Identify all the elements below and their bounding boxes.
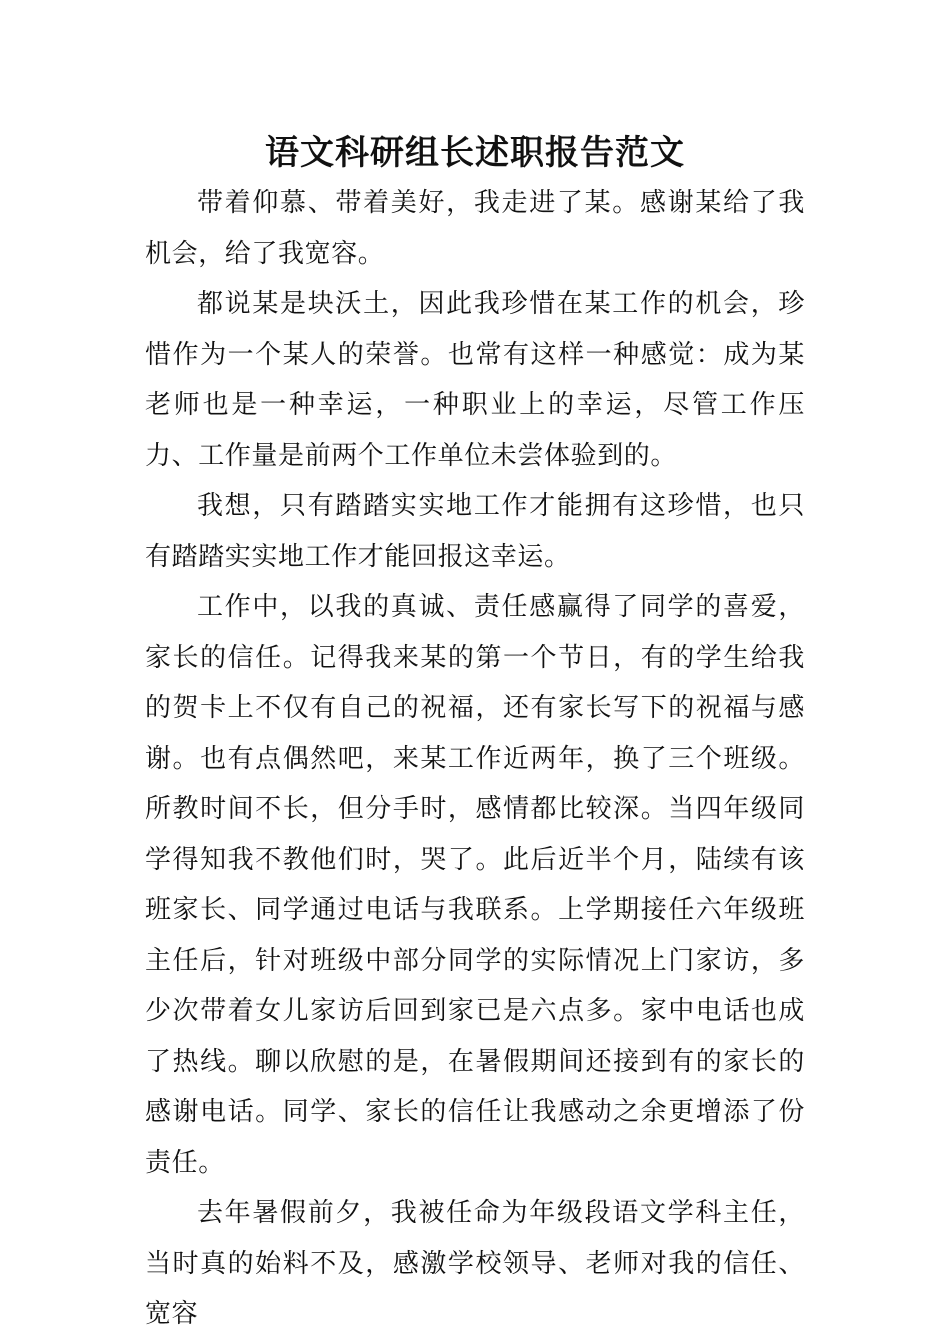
paragraph-3: 我想，只有踏踏实实地工作才能拥有这珍惜，也只有踏踏实实地工作才能回报这幸运。 (145, 491, 805, 572)
document-body (145, 128, 805, 1340)
paragraph-2: 都说某是块沃土，因此我珍惜在某工作的机会，珍惜作为一个某人的荣誉。也常有这样一种感觉：成为某老师也是一种幸运，一种职业上的幸运，尽管工作压力、工作量是前两个工作单位未尝体验到的。 (145, 289, 805, 471)
paragraph-5: 去年暑假前夕，我被任命为年级段语文学科主任，当时真的始料不及，感激学校领导、老师对我的信任、宽容 (145, 1198, 805, 1329)
paragraph-4: 工作中，以我的真诚、责任感赢得了同学的喜爱，家长的信任。记得我来某的第一个节日，有的学生给我的贺卡上不仅有自己的祝福，还有家长写下的祝福与感谢。也有点偶然吧，来某工作近两年，换了三个班级。所教时间不长，但分手时，感情都比较深。当四年级同学得知我不教他们时，哭了。此后近半个月，陆续有该班家长、同学通过电话与我联系。上学期接任六年级班主任后，针对班级中部分同学的实际情况上门家访，多少次带着女儿家访后回到家已是六点多。家中电话也成了热线。聊以欣慰的是，在暑假期间还接到有的家长的感谢电话。同学、家长的信任让我感动之余更增添了份责任。 (145, 592, 805, 1178)
paragraph-1: 带着仰慕、带着美好，我走进了某。感谢某给了我机会，给了我宽容。 (145, 188, 805, 269)
document-title: 语文科研组长述职报告范文 (265, 133, 685, 173)
